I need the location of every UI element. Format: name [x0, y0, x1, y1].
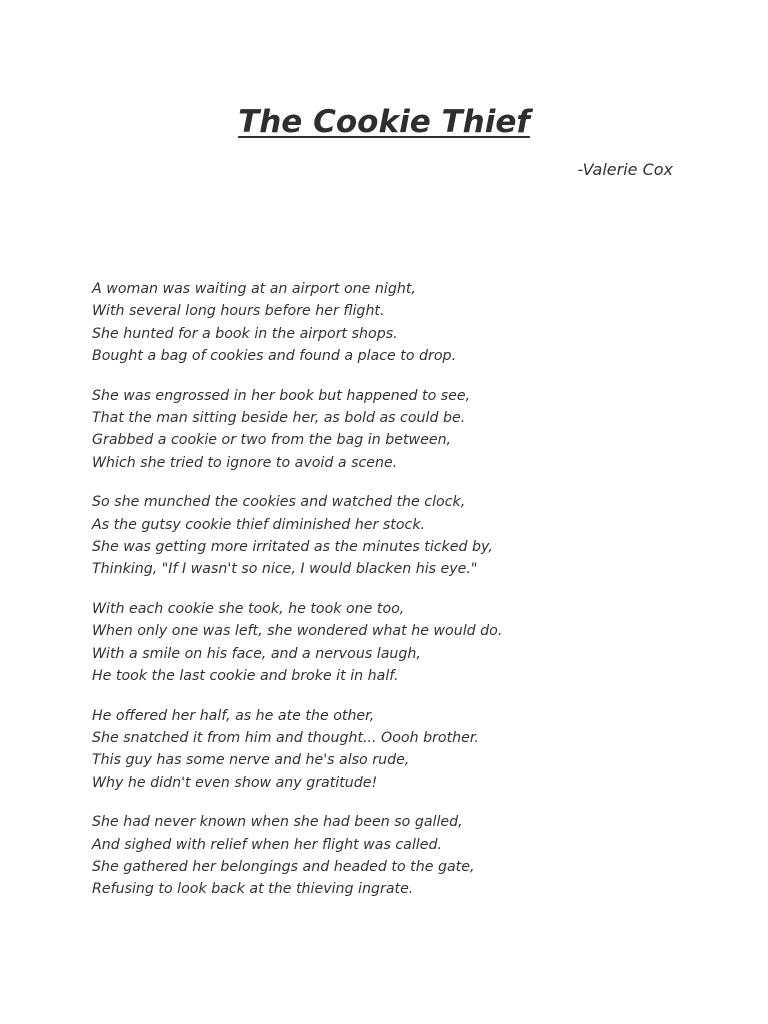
- poem-body: [92, 278, 692, 918]
- poem-line: With each cookie she took, he took one too,: [92, 601, 405, 618]
- poem-stanza: [92, 385, 692, 474]
- poem-line: And sighed with relief when her flight was called.: [92, 836, 442, 853]
- poem-line: With several long hours before her flight.: [92, 303, 385, 320]
- poem-author: -Valerie Cox: [577, 160, 673, 179]
- poem-line: Grabbed a cookie or two from the bag in between,: [92, 432, 452, 449]
- poem-line: Which she tried to ignore to avoid a scene.: [92, 454, 398, 471]
- poem-line: Why he didn't even show any gratitude!: [92, 774, 378, 791]
- poem-line: He took the last cookie and broke it in half.: [92, 667, 399, 684]
- poem-title: The Cookie Thief: [238, 104, 530, 140]
- poem-stanza: [92, 278, 692, 367]
- poem-line: With a smile on his face, and a nervous laugh,: [92, 645, 421, 662]
- poem-line: She snatched it from him and thought... Oooh brother.: [92, 730, 479, 747]
- poem-line: She gathered her belongings and headed to the gate,: [92, 859, 475, 876]
- poem-line: Refusing to look back at the thieving ingrate.: [92, 881, 414, 898]
- poem-line: He offered her half, as he ate the other,: [92, 707, 375, 724]
- poem-line: When only one was left, she wondered what he would do.: [92, 623, 503, 640]
- poem-stanza: [92, 705, 692, 794]
- poem-line: A woman was waiting at an airport one night,: [92, 281, 416, 297]
- poem-line: She was getting more irritated as the minutes ticked by,: [92, 538, 493, 555]
- poem-line: Thinking, "If I wasn't so nice, I would blacken his eye.": [92, 561, 478, 578]
- poem-line: She was engrossed in her book but happened to see,: [92, 387, 471, 404]
- poem-line: As the gutsy cookie thief diminished her stock.: [92, 516, 426, 533]
- poem-stanza: [92, 598, 692, 687]
- poem-line: So she munched the cookies and watched the clock,: [92, 494, 466, 511]
- poem-line: She hunted for a book in the airport shops.: [92, 325, 398, 342]
- poem-line: This guy has some nerve and he's also rude,: [92, 752, 410, 769]
- poem-stanza: [92, 491, 692, 580]
- poem-line: She had never known when she had been so galled,: [92, 814, 463, 831]
- poem-stanza: [92, 811, 692, 900]
- poem-line: That the man sitting beside her, as bold as could be.: [92, 409, 466, 426]
- poem-line: Bought a bag of cookies and found a place to drop.: [92, 347, 457, 364]
